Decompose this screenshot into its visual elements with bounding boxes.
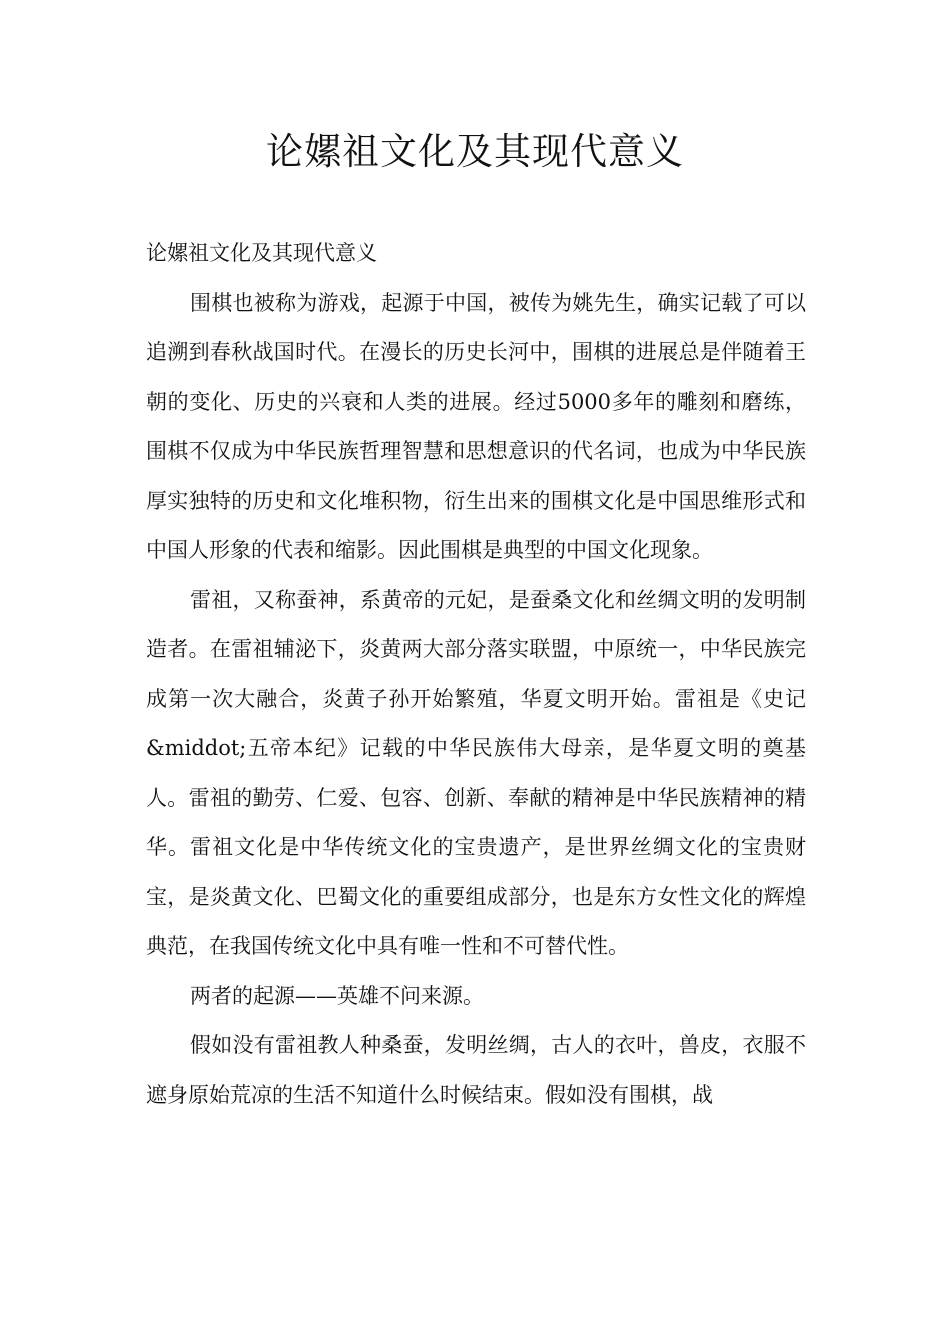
paragraph-4: 假如没有雷祖教人种桑蚕，发明丝绸，古人的衣叶，兽皮，衣服不遮身原始荒凉的生活不知道什么时候结束。假如没有围棋，战 [146,1033,806,1107]
paragraph-2: 雷祖，又称蚕神，系黄帝的元妃，是蚕桑文化和丝绸文明的发明制造者。在雷祖辅泌下，炎黄两大部分落实联盟，中原统一，中华民族完成第一次大融合，炎黄子孙开始繁殖，华夏文明开始。雷祖是《史记&middot;五帝本纪》记载的中华民族伟大母亲，是华夏文明的奠基人。雷祖的勤劳、仁爱、包容、创新、奉献的精神是中华民族精神的精华。雷祖文化是中华传统文化的宝贵遗产，是世界丝绸文化的宝贵财宝，是炎黄文化、巴蜀文化的重要组成部分，也是东方女性文化的辉煌典范，在我国传统文化中具有唯一性和不可替代性。 [146,587,806,958]
document-title: 论嫘祖文化及其现代意义 [266,130,684,173]
document-body [146,229,806,1120]
paragraph-1: 围棋也被称为游戏，起源于中国，被传为姚先生，确实记载了可以追溯到春秋战国时代。在漫长的历史长河中，围棋的进展总是伴随着王朝的变化、历史的兴衰和人类的进展。经过5000多年的雕刻和磨练，围棋不仅成为中华民族哲理智慧和思想意识的代名词，也成为中华民族厚实独特的历史和文化堆积物，衍生出来的围棋文化是中国思维形式和中国人形象的代表和缩影。因此围棋是典型的中国文化现象。 [146,290,806,562]
document-subtitle: 论嫘祖文化及其现代意义 [146,241,377,265]
paragraph-3: 两者的起源——英雄不问来源。 [190,983,484,1008]
